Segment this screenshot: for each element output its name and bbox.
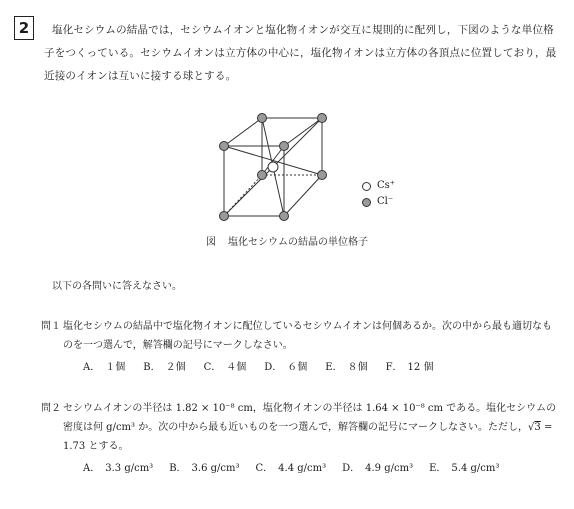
question-1-text: 塩化セシウムの結晶中で塩化物イオンに配位しているセシウムイオンは何個あるか。次の中から最も適切なものを一つ選んで，解答欄の記号にマークしなさい。 [63, 321, 552, 351]
sqrt-sign: √ [528, 422, 535, 433]
figure-caption-text: 塩化セシウムの結晶の単位格子 [228, 237, 368, 248]
q1-option-f[interactable]: F． 12 個 [385, 362, 434, 373]
question-1-number: 問１ [41, 321, 61, 332]
q1-option-b[interactable]: B． ２個 [143, 362, 186, 373]
q2-option-d[interactable]: D． 4.9 g/cm³ [342, 463, 414, 474]
question-2-text: セシウムイオンの半径は 1.82 × 10⁻⁸ cm，塩化物イオンの半径は 1.64 × 10⁻⁸ cm である。塩化セシウムの密度は何 g/cm³ か。次の中から最も近いものを一つ選んで，解答欄の記号にマークしなさい。ただし， [63, 403, 557, 433]
question-1 [41, 317, 561, 377]
cesium-ion-marker-icon [362, 182, 371, 191]
unit-cell-figure [214, 108, 344, 226]
question-2-text-end: = 1.73 とする。 [63, 422, 553, 452]
q1-option-a[interactable]: A． １個 [83, 362, 126, 373]
question-1-options [41, 358, 561, 377]
figure-caption [0, 233, 574, 248]
question-2-number: 問２ [41, 403, 61, 414]
question-2 [41, 399, 561, 478]
legend-item-cs [362, 178, 395, 194]
q2-option-b[interactable]: B． 3.6 g/cm³ [169, 463, 240, 474]
question-number-box: 2 [14, 16, 34, 40]
legend-label-cs: Cs⁺ [377, 180, 396, 191]
intro-text: 塩化セシウムの結晶では，セシウムイオンと塩化物イオンが交互に規則的に配列し，下図のような単位格子をつくっている。セシウムイオンは立方体の中心に，塩化物イオンは立方体の各頂点に位置しており，最近接のイオンは互いに接する球とする。 [44, 24, 557, 82]
sqrt-argument: 3 [534, 422, 541, 433]
q1-option-d[interactable]: D． ６個 [264, 362, 308, 373]
question-2-options [41, 459, 561, 478]
figure-legend [362, 178, 395, 210]
legend-item-cl [362, 194, 395, 210]
legend-label-cl: Cl⁻ [377, 196, 394, 207]
q1-option-c[interactable]: C． ４個 [203, 362, 247, 373]
q1-option-e[interactable]: E． ８個 [325, 362, 368, 373]
q2-option-a[interactable]: A． 3.3 g/cm³ [83, 463, 154, 474]
q2-option-e[interactable]: E． 5.4 g/cm³ [429, 463, 500, 474]
figure-label: 図 [206, 237, 217, 248]
q2-option-c[interactable]: C． 4.4 g/cm³ [255, 463, 327, 474]
instructions: 以下の各問いに答えなさい。 [52, 281, 182, 292]
chloride-ion-marker-icon [362, 198, 371, 207]
